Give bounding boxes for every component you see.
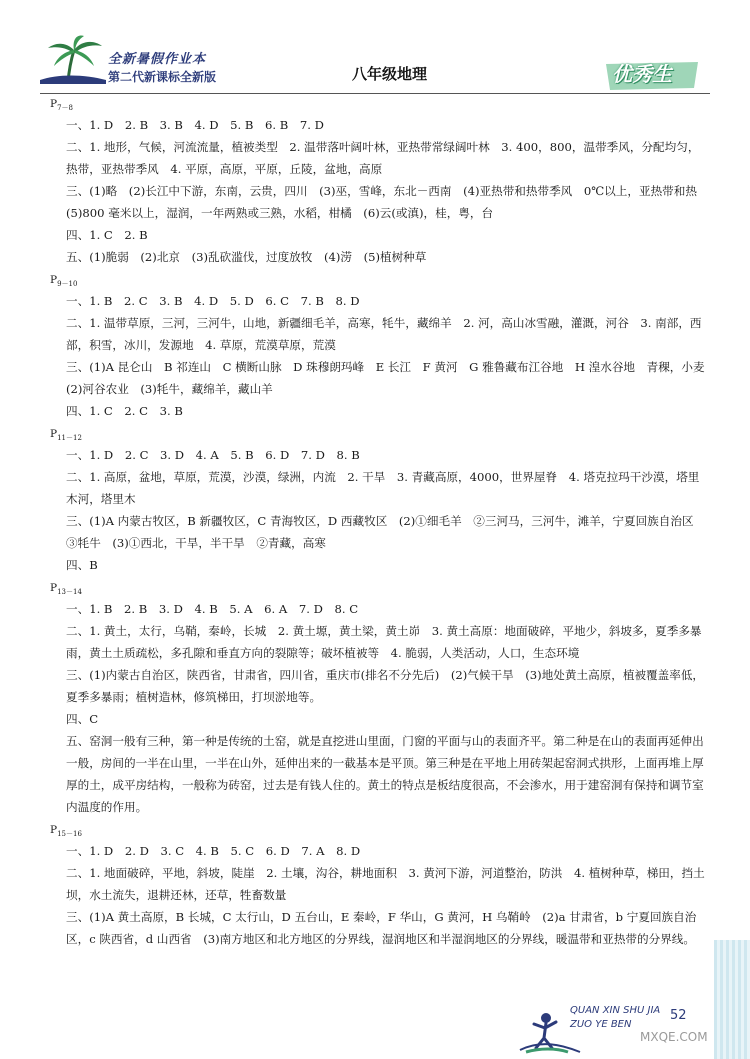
page-header — [0, 0, 750, 96]
page-number: 52 — [670, 1008, 687, 1023]
answer-line: 四、1. C 2. C 3. B — [66, 404, 183, 418]
page-reference: $P_{9-10}$ — [50, 274, 78, 289]
badge-label: 优秀生 — [612, 62, 672, 86]
brand-title: 全新暑假作业本 — [108, 52, 207, 67]
answer-line: 一、1. D 2. C 3. D 4. A 5. B 6. D 7. D 8. B — [66, 448, 360, 462]
answer-line: 二、1. 温带草原，三河，三河牛，山地，新疆细毛羊，高寒，牦牛，藏绵羊 2. 河，高山冰雪融，灌溉，河谷 3. 南部，西部，积雪，冰川，发源地 4. 草原，荒漠草原，荒漠 — [66, 316, 702, 352]
answer-line: 二、1. 地面破碎，平地，斜坡，陡崖 2. 土壤，沟谷，耕地面积 3. 黄河下游，河道整治，防洪 4. 植树种草，梯田，挡土坝，水土流失，退耕还林，还草，牲畜数量 — [66, 866, 705, 902]
page-reference: $P_{15-16}$ — [50, 824, 82, 839]
brand-subtitle: 第二代新课标全新版 — [108, 70, 217, 84]
watermark: MXQE.COM — [640, 1030, 708, 1044]
palm-tree-logo-icon — [38, 34, 108, 84]
answer-line: 四、C — [66, 712, 99, 726]
answer-content — [50, 92, 717, 950]
page-title: 八年级地理 — [352, 65, 428, 83]
answer-line: 三、(1)内蒙古自治区，陕西省，甘肃省，四川省，重庆市(排名不分先后) (2)气候干旱 (3)地处黄土高原，植被覆盖率低，夏季多暴雨；植树造林，修筑梯田，打坝淤地等。 — [66, 668, 705, 704]
page-reference: $P_{13-14}$ — [50, 582, 82, 597]
answer-section — [50, 424, 705, 576]
answer-line: 五、(1)脆弱 (2)北京 (3)乱砍滥伐，过度放牧 (4)涝 (5)植树种草 — [66, 250, 427, 264]
page-reference: $P_{11-12}$ — [50, 428, 82, 443]
answer-line: 一、1. B 2. B 3. D 4. B 5. A 6. A 7. D 8. C — [66, 602, 359, 616]
answer-line: 三、(1)略 (2)长江中下游，东南，云贵，四川 (3)巫，雪峰，东北－西南 (4)亚热带和热带季风 0℃以上，亚热带和热 (5)800 毫米以上，湿润，一年两熟或三熟，水稻，柑橘 (6)云(或滇)，桂，粤，台 — [66, 184, 709, 220]
answer-section — [50, 820, 705, 950]
answer-line: 三、(1)A 昆仑山 B 祁连山 C 横断山脉 D 珠穆朗玛峰 E 长江 F 黄河 G 雅鲁藏布江谷地 H 湟水谷地 青稞，小麦 (2)河谷农业 (3)牦牛，藏绵羊，藏山羊 — [66, 360, 717, 396]
answer-line: 三、(1)A 内蒙古牧区，B 新疆牧区，C 青海牧区，D 西藏牧区 (2)①细毛羊 ②三河马，三河牛，滩羊，宁夏回族自治区 ③牦牛 (3)①西北，干旱，半干旱 ②青藏，高寒 — [66, 514, 706, 550]
answer-line: 四、B — [66, 558, 98, 572]
answer-line: 四、1. C 2. B — [66, 228, 148, 242]
answer-line: 一、1. D 2. D 3. C 4. B 5. C 6. D 7. A 8. D — [66, 844, 361, 858]
answer-line: 三、(1)A 黄土高原，B 长城，C 太行山，D 五台山，E 秦岭，F 华山，G 黄河，H 乌鞘岭 (2)a 甘肃省，b 宁夏回族自治区，c 陕西省，d 山西省 (3)南方地区和北方地区的分界线，湿润地区和半湿润地区的分界线，暖温带和亚热带的分界线。 — [66, 910, 697, 946]
answer-line: 一、1. B 2. C 3. B 4. D 5. D 6. C 7. B 8. D — [66, 294, 360, 308]
answer-section — [50, 94, 709, 268]
answer-line: 二、1. 地形，气候，河流流量，植被类型 2. 温带落叶阔叶林，亚热带常绿阔叶林 3. 400，800，温带季风，分配均匀，热带，亚热带季风 4. 平原，高原，平原，丘陵，盆地，高原 — [66, 140, 700, 176]
answer-line: 五、窑洞一般有三种，第一种是传统的土窑，就是直挖进山里面，门窗的平面与山的表面齐平。第二种是在山的表面再延伸出一般，房间的一半在山里，一半在山外，延伸出来的一截基本是平顶。第三种是在平地上用砖架起窑洞式拱形，上面再堆上厚厚的土，成平房结构，一般称为砖窑，过去是有钱人住的。黄土的特点是板结度很高，不会渗水，用于建窑洞有保持和调节室内温度的作用。 — [66, 734, 704, 814]
answer-line: 二、1. 黄土，太行，乌鞘，秦岭，长城 2. 黄土塬，黄土梁，黄土峁 3. 黄土高原：地面破碎，平地少，斜坡多，夏季多暴雨，黄土土质疏松，多孔隙和垂直方向的裂隙等；破坏植被等 4. 脆弱，人类活动，人口，生态环境 — [66, 624, 702, 660]
answer-section — [50, 578, 705, 818]
answer-line: 二、1. 高原，盆地，草原，荒漠，沙漠，绿洲，内流 2. 干旱 3. 青藏高原，4000，世界屋脊 4. 塔克拉玛干沙漠，塔里木河，塔里木 — [66, 470, 700, 506]
answer-line: 一、1. D 2. B 3. B 4. D 5. B 6. B 7. D — [66, 118, 324, 132]
answer-section — [50, 270, 717, 422]
series-name: QUAN XIN SHU JIA ZUO YE BEN — [570, 1005, 661, 1030]
page-reference: $P_{7-8}$ — [50, 98, 73, 113]
